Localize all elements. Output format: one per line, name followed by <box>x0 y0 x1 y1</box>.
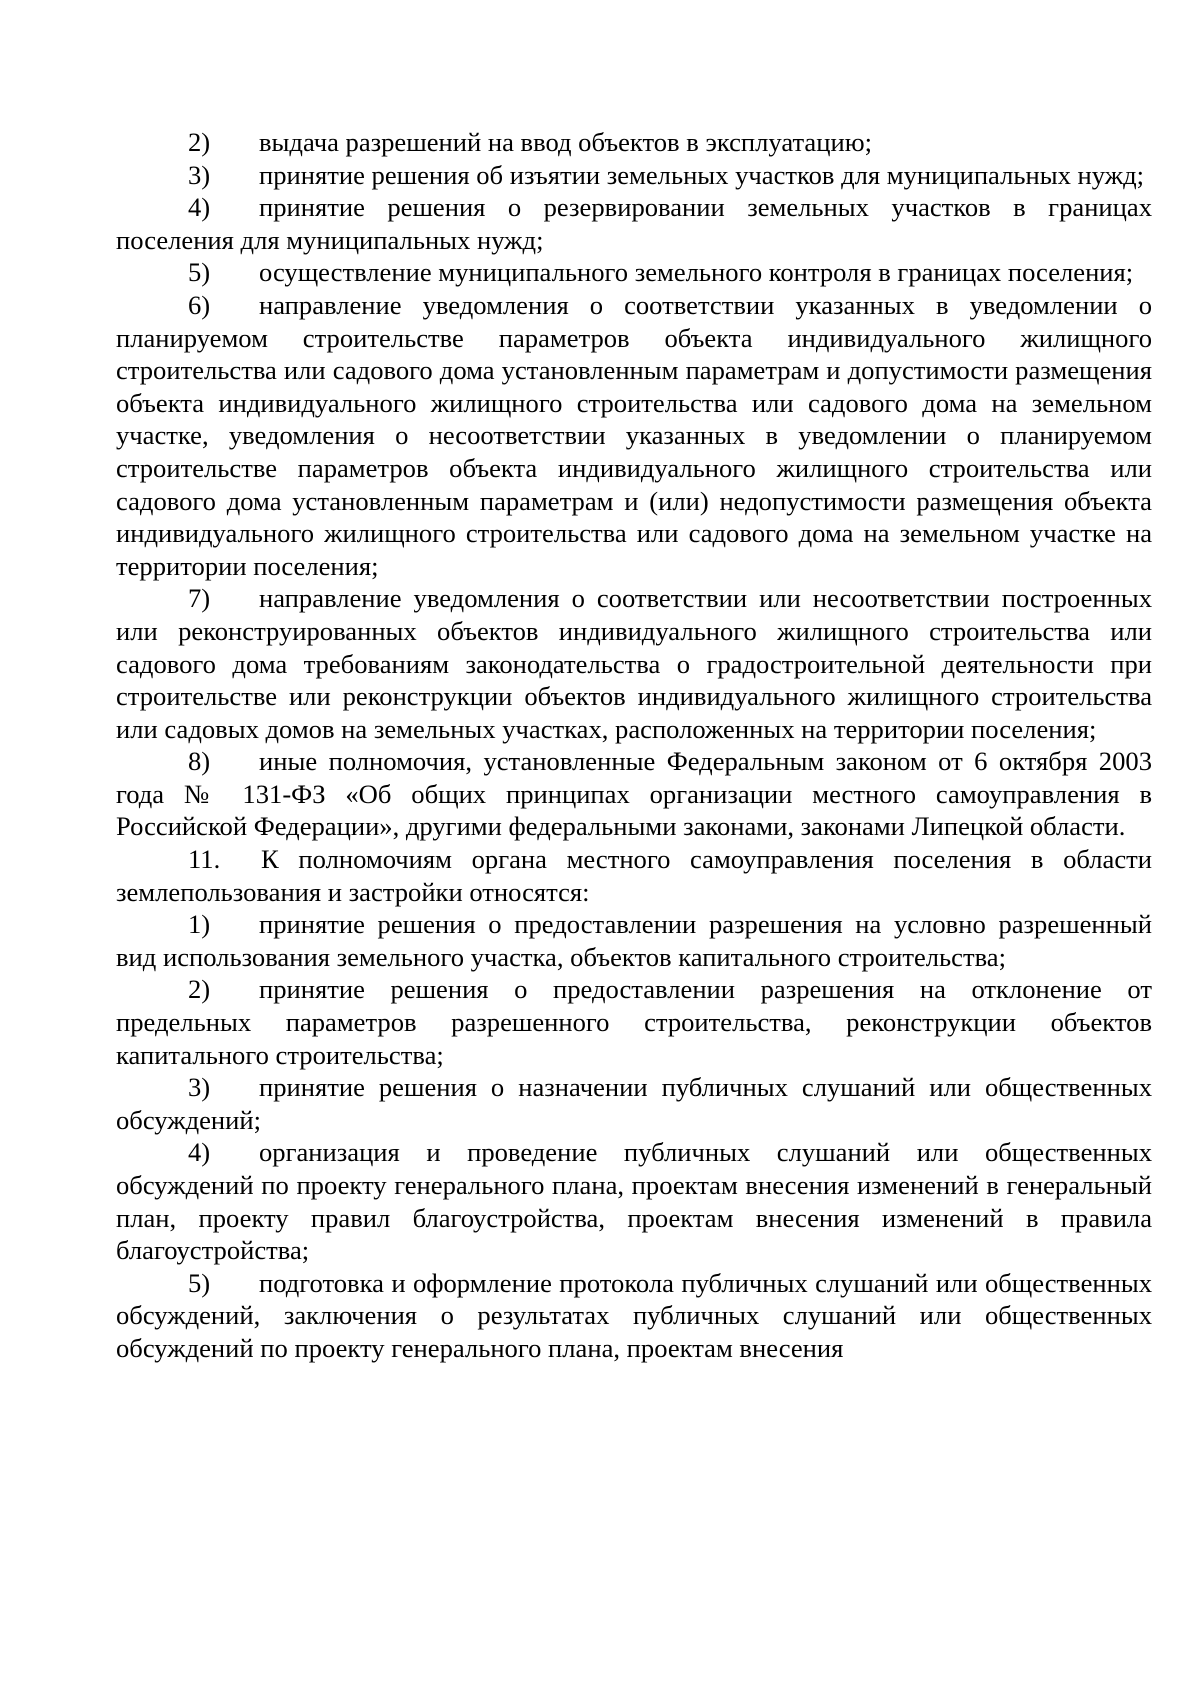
item-number: 8) <box>188 746 211 777</box>
list-item <box>116 582 1152 745</box>
section-text: К полномочиям органа местного самоуправления поселения в области землепользования и застройки относятся: <box>116 844 1152 907</box>
item-text: подготовка и оформление протокола публичных слушаний или общественных обсуждений, заключения о результатах публичных слушаний или общественных обсуждений по проекту генерального плана, проектам внесения <box>116 1267 1152 1363</box>
list-item <box>116 256 1152 289</box>
item-text: организация и проведение публичных слушаний или общественных обсуждений по проекту генерального плана, проектам внесения изменений в генеральный план, проекту правил благоустройства, проектам внесения изменений в правила благоустройства; <box>116 1137 1152 1266</box>
item-number: 7) <box>188 583 211 614</box>
document-body <box>116 126 1152 1365</box>
item-text: принятие решения о резервировании земельных участков в границах поселения для муниципальных нужд; <box>116 192 1152 255</box>
item-text: принятие решения об изъятии земельных участков для муниципальных нужд; <box>259 159 1145 190</box>
item-number: 4) <box>188 192 211 223</box>
item-number: 2) <box>188 974 211 1005</box>
section-paragraph <box>116 843 1152 908</box>
item-number: 1) <box>188 909 211 940</box>
item-number: 5) <box>188 1267 211 1298</box>
list-item <box>116 191 1152 256</box>
list-item <box>116 745 1152 843</box>
list-item <box>116 973 1152 1071</box>
item-text: осуществление муниципального земельного контроля в границах поселения; <box>259 257 1134 288</box>
item-number: 5) <box>188 257 211 288</box>
list-item <box>116 289 1152 582</box>
item-text: направление уведомления о соответствии или несоответствии построенных или реконструированных объектов индивидуального жилищного строительства или садового дома требованиям законодательства о градостроительной деятельности при строительстве или реконструкции объектов индивидуального жилищного строительства или садовых домов на земельных участках, расположенных на территории поселения; <box>116 583 1152 744</box>
list-item <box>116 1267 1152 1365</box>
item-number: 6) <box>188 289 211 320</box>
item-text: иные полномочия, установленные Федеральным законом от 6 октября 2003 года № 131-ФЗ «Об общих принципах организации местного самоуправления в Российской Федерации», другими федеральными законами, законами Липецкой области. <box>116 746 1152 842</box>
item-text: направление уведомления о соответствии указанных в уведомлении о планируемом строительстве параметров объекта индивидуального жилищного строительства или садового дома установленным параметрам и допустимости размещения объекта индивидуального жилищного строительства или садового дома на земельном участке, уведомления о несоответствии указанных в уведомлении о планируемом строительстве параметров объекта индивидуального жилищного строительства или садового дома установленным параметрам и (или) недопустимости размещения объекта индивидуального жилищного строительства или садового дома на земельном участке на территории поселения; <box>116 289 1152 581</box>
list-item <box>116 1071 1152 1136</box>
list-item <box>116 908 1152 973</box>
list-item <box>116 126 1152 159</box>
section-number: 11. <box>188 844 221 875</box>
item-number: 4) <box>188 1137 211 1168</box>
item-number: 2) <box>188 127 211 157</box>
list-item <box>116 1136 1152 1266</box>
item-text: принятие решения о предоставлении разрешения на отклонение от предельных параметров разрешенного строительства, реконструкции объектов капитального строительства; <box>116 974 1152 1070</box>
item-number: 3) <box>188 1072 211 1103</box>
item-text: принятие решения о назначении публичных слушаний или общественных обсуждений; <box>116 1072 1152 1135</box>
item-text: принятие решения о предоставлении разрешения на условно разрешенный вид использования земельного участка, объектов капитального строительства; <box>116 909 1152 972</box>
list-item <box>116 159 1152 192</box>
item-text: выдача разрешений на ввод объектов в эксплуатацию; <box>259 127 872 157</box>
item-number: 3) <box>188 159 211 190</box>
